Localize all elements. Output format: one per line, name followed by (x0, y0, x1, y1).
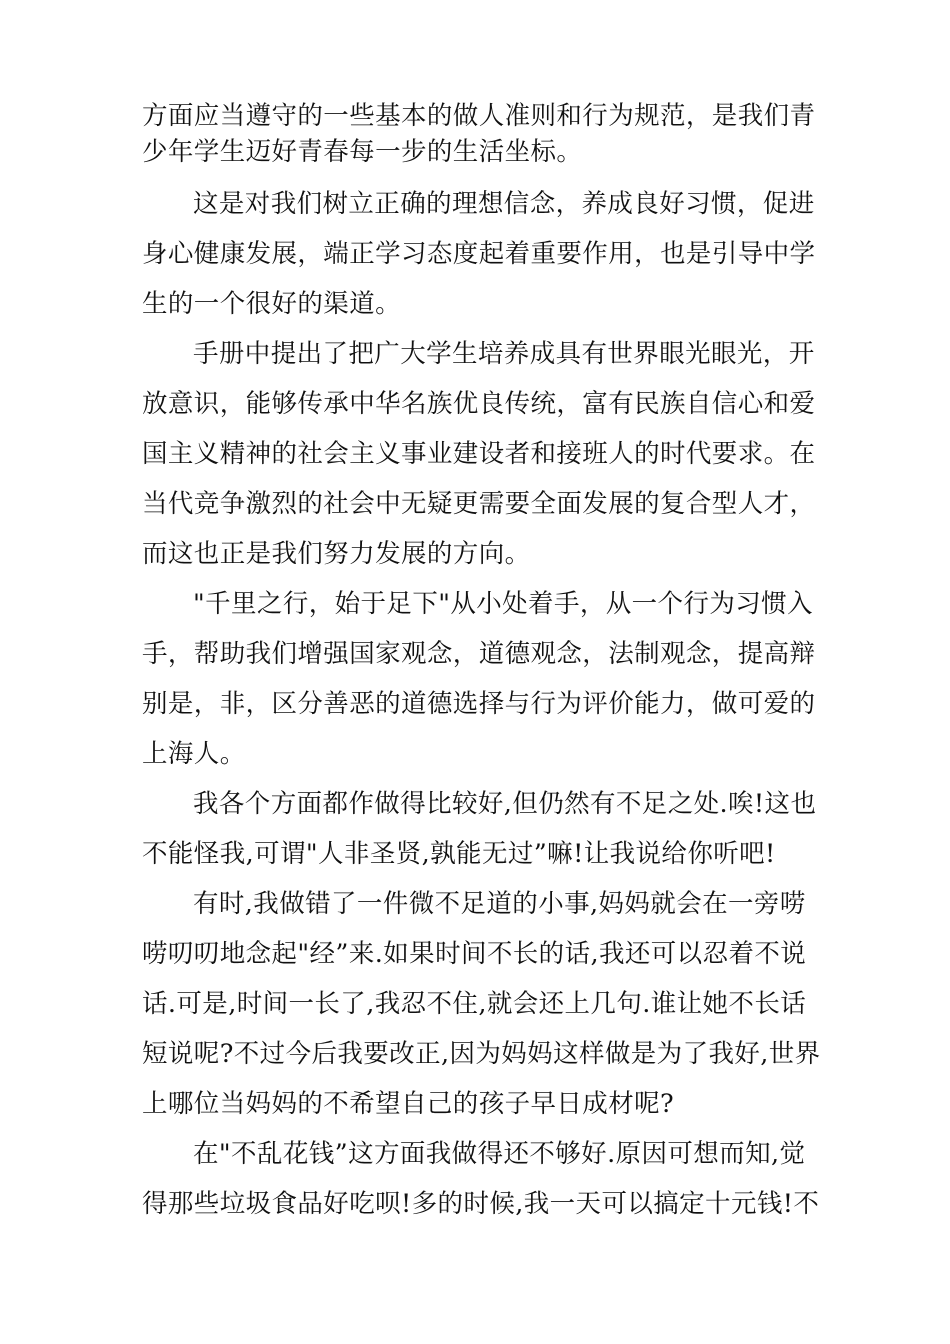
paragraph-4: "千里之行，始于足下"从小处着手，从一个行为习惯入手，帮助我们增强国家观念，道德观念，法制观念，提高辩别是，非，区分善恶的道德选择与行为评价能力，做可爱的上海人。 (142, 589, 816, 769)
paragraph-3: 手册中提出了把广大学生培养成具有世界眼光眼光，开放意识，能够传承中华名族优良传统，富有民族自信心和爱国主义精神的社会主义事业建设者和接班人的时代要求。在当代竞争激烈的社会中无疑更需要全面发展的复合型人才，而这也正是我们努力发展的方向。 (142, 339, 816, 569)
paragraph-5: 我各个方面都作做得比较好,但仍然有不足之处.唉!这也不能怪我,可谓"人非圣贤,孰能无过”嘛!让我说给你听吧! (142, 789, 817, 869)
paragraph-7: 在"不乱花钱”这方面我做得还不够好.原因可想而知,觉得那些垃圾食品好吃呗!多的时候,我一天可以搞定十元钱!不 (142, 1139, 820, 1219)
paragraph-6: 有时,我做错了一件微不足道的小事,妈妈就会在一旁唠唠叨叨地念起"经”来.如果时间不长的话,我还可以忍着不说话.可是,时间一长了,我忍不住,就会还上几句.谁让她不长话短说呢?不过今后我要改正,因为妈妈这样做是为了我好,世界上哪位当妈妈的不希望自己的孩子早日成材呢? (142, 889, 821, 1119)
document-body (142, 98, 822, 1229)
paragraph-1: 方面应当遵守的一些基本的做人准则和行为规范，是我们青少年学生迈好青春每一步的生活坐标。 (142, 101, 816, 167)
paragraph-2: 这是对我们树立正确的理想信念，养成良好习惯，促进身心健康发展，端正学习态度起着重要作用，也是引导中学生的一个很好的渠道。 (142, 189, 816, 319)
